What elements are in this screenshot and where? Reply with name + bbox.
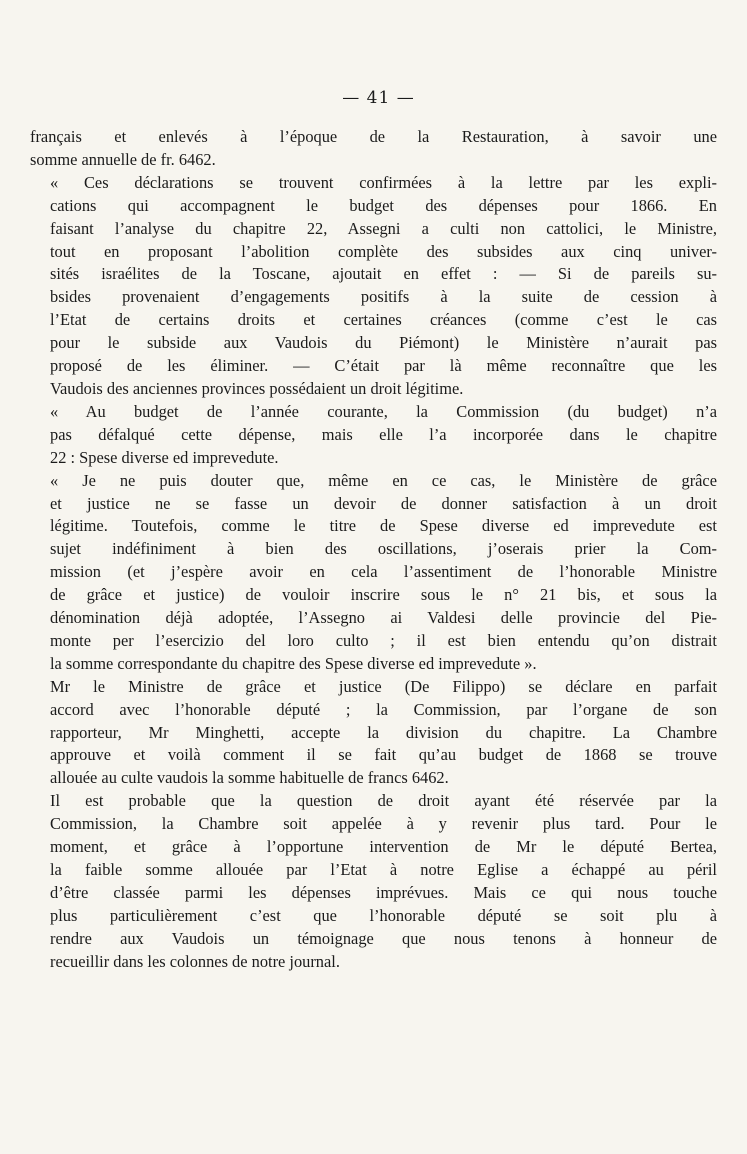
paragraph — [30, 790, 717, 973]
text-line: Vaudois des anciennes provinces possédaient un droit légitime. — [50, 378, 464, 398]
text-line: plus particulièrement c’est que l’honorable député se soit plu à — [50, 905, 717, 925]
text-line: Mr le Ministre de grâce et justice (De Filippo) se déclare en parfait — [50, 676, 717, 696]
text-line: sités israélites de la Toscane, ajoutait en effet : — Si de pareils su- — [50, 264, 717, 284]
text-line: moment, et grâce à l’opportune intervention de Mr le député Bertea, — [50, 837, 717, 857]
text-line: d’être classée parmi les dépenses imprévues. Mais ce qui nous touche — [50, 882, 717, 902]
text-line: rendre aux Vaudois un témoignage que nous tenons à honneur de — [50, 928, 717, 948]
paragraph — [30, 401, 717, 470]
text-line: bsides provenaient d’engagements positifs à la suite de cession à — [50, 287, 717, 307]
page-number: — 41 — — [342, 88, 415, 108]
paragraph — [30, 172, 717, 401]
text-line: et justice ne se fasse un devoir de donner satisfaction à un droit — [50, 493, 717, 513]
text-line: Il est probable que la question de droit ayant été réservée par la — [50, 791, 717, 811]
text-line: Commission, la Chambre soit appelée à y revenir plus tard. Pour le — [50, 814, 717, 834]
text-line: « Au budget de l’année courante, la Commission (du budget) n’a — [50, 401, 717, 421]
text-line: français et enlevés à l’époque de la Restauration, à savoir une — [30, 127, 717, 146]
text-line: dénomination déjà adoptée, l’Assegno ai Valdesi delle provincie del Pie- — [50, 608, 717, 628]
text-line: proposé de les éliminer. — C’était par là même reconnaître que les — [50, 356, 717, 376]
text-line: rapporteur, Mr Minghetti, accepte la division du chapitre. La Chambre — [50, 722, 717, 742]
text-line: la somme correspondante du chapitre des Spese diverse ed imprevedute ». — [50, 653, 537, 673]
text-line: « Je ne puis douter que, même en ce cas, le Ministère de grâce — [50, 470, 717, 490]
text-line: tout en proposant l’abolition complète des subsides aux cinq univer- — [50, 241, 717, 261]
body-text — [30, 126, 717, 974]
text-line: monte per l’esercizio del loro culto ; il est bien entendu qu’on distrait — [50, 630, 717, 650]
text-line: approuve et voilà comment il se fait qu’au budget de 1868 se trouve — [50, 745, 717, 765]
text-line: mission (et j’espère avoir en cela l’assentiment de l’honorable Ministre — [50, 562, 717, 582]
paragraph — [30, 126, 717, 172]
text-line: légitime. Toutefois, comme le titre de Spese diverse ed imprevedute est — [50, 516, 717, 536]
paragraph — [30, 676, 717, 791]
paragraph — [30, 470, 717, 676]
text-line: cations qui accompagnent le budget des dépenses pour 1866. En — [50, 195, 717, 215]
text-line: somme annuelle de fr. 6462. — [30, 149, 216, 169]
text-line: de grâce et justice) de vouloir inscrire sous le n° 21 bis, et sous la — [50, 585, 717, 605]
text-line: sujet indéfiniment à bien des oscillations, j’oserais prier la Com- — [50, 539, 717, 559]
text-line: faisant l’analyse du chapitre 22, Assegni a culti non cattolici, le Ministre, — [50, 218, 717, 238]
text-line: « Ces déclarations se trouvent confirmées à la lettre par les expli- — [50, 172, 717, 192]
text-line: pour le subside aux Vaudois du Piémont) le Ministère n’aurait pas — [50, 333, 717, 353]
text-line: pas défalqué cette dépense, mais elle l’a incorporée dans le chapitre — [50, 424, 717, 444]
text-line: 22 : Spese diverse ed imprevedute. — [50, 447, 279, 467]
text-line: allouée au culte vaudois la somme habituelle de francs 6462. — [50, 768, 449, 788]
text-line: recueillir dans les colonnes de notre journal. — [50, 951, 340, 971]
text-line: l’Etat de certains droits et certaines créances (comme c’est le cas — [50, 310, 717, 330]
text-line: la faible somme allouée par l’Etat à notre Eglise a échappé au péril — [50, 860, 717, 879]
text-line: accord avec l’honorable député ; la Commission, par l’organe de son — [50, 699, 717, 719]
